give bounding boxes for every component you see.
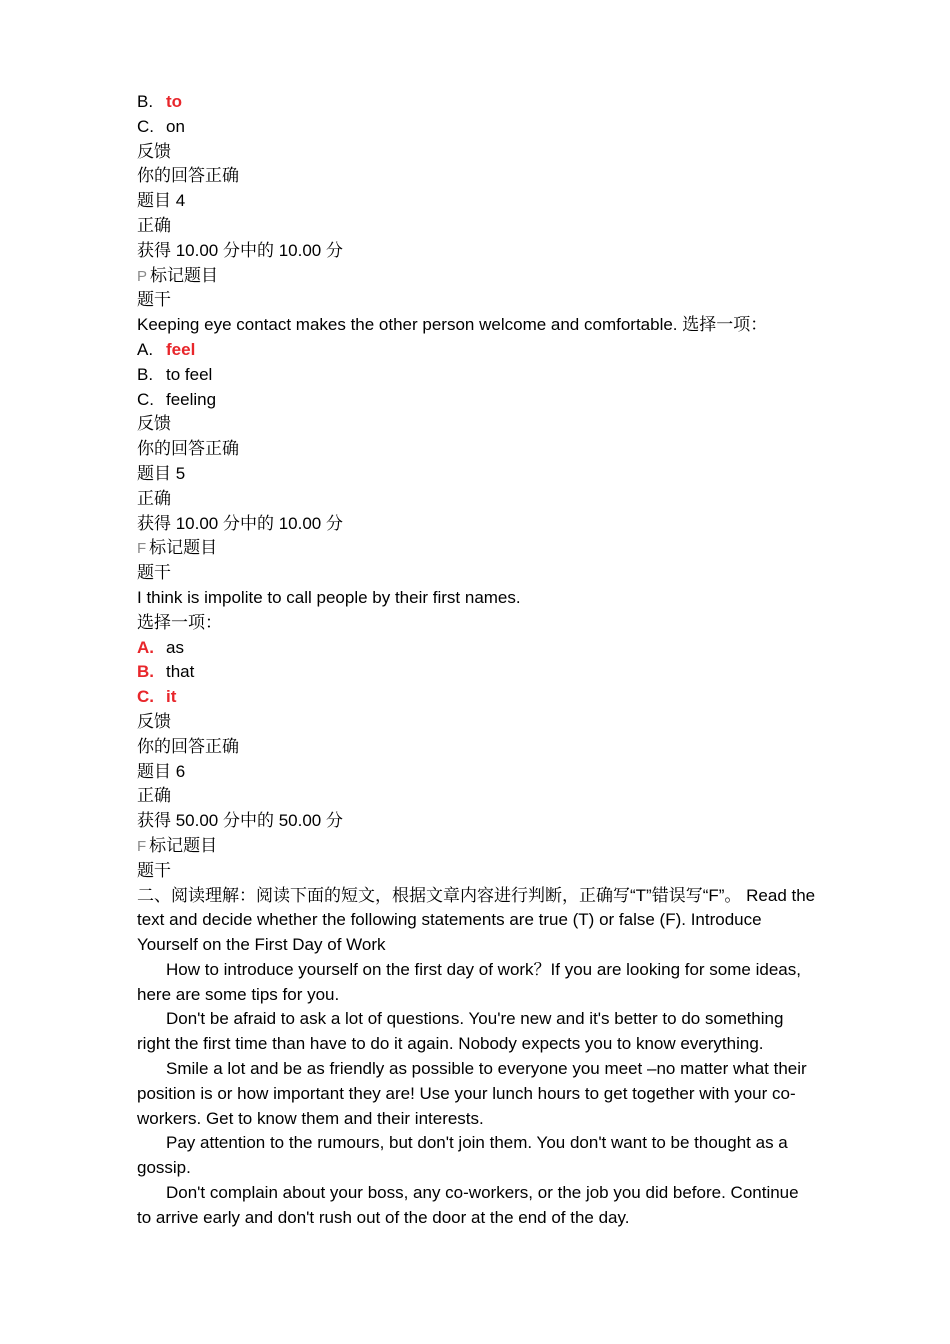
option-letter: C. <box>137 116 154 136</box>
option-letter: B. <box>137 92 154 111</box>
q4-option-b[interactable] <box>137 363 817 388</box>
option-letter: B. <box>137 662 154 682</box>
flag-label: 标记题目 <box>149 835 218 855</box>
q5-option-c[interactable] <box>137 685 817 710</box>
option-text: as <box>166 637 184 657</box>
q4-title: 题目 4 <box>137 191 186 211</box>
q5-stem-label: 题干 <box>137 563 171 583</box>
option-text: to <box>166 92 183 111</box>
passage-paragraph: Smile a lot and be as friendly as possible to everyone you meet –no matter what their position is or how important they are! Use your lunch hours to get together with your co-workers. Get to know them and their interests. <box>137 1059 807 1128</box>
q6-intro: 二、阅读理解：阅读下面的短文，根据文章内容进行判断，正确写“T”错误写“F”。 Read the text and decide whether the following statements are true (T) or false (F). Introduce Yourself on the First Day of Work <box>137 885 816 955</box>
option-text: it <box>166 687 177 707</box>
q4-stem-label: 题干 <box>137 290 171 310</box>
passage-paragraph: Pay attention to the rumours, but don't join them. You don't want to be thought as a gossip. <box>137 1133 788 1178</box>
q3-option-c[interactable] <box>137 115 817 140</box>
flag-icon: F <box>137 837 147 855</box>
q6-flag-question[interactable] <box>137 834 817 859</box>
flag-label: 标记题目 <box>150 265 219 285</box>
passage-paragraph: Don't complain about your boss, any co-workers, or the job you did before. Continue to arrive early and don't rush out of the door at the end of the day. <box>137 1183 799 1227</box>
quiz-review-page <box>137 90 817 1231</box>
q4-stem: Keeping eye contact makes the other person welcome and comfortable. 选择一项： <box>137 315 768 335</box>
q5-flag-question[interactable] <box>137 536 817 561</box>
q4-feedback-text: 你的回答正确 <box>137 439 239 459</box>
q4-status: 正确 <box>137 215 171 235</box>
q5-status: 正确 <box>137 488 171 508</box>
option-letter: A. <box>137 637 154 657</box>
q4-feedback-label: 反馈 <box>137 414 171 434</box>
option-letter: B. <box>137 364 154 384</box>
q3-feedback-text: 你的回答正确 <box>137 166 239 186</box>
option-letter: C. <box>137 687 154 707</box>
option-text: feel <box>166 339 196 359</box>
option-text: on <box>166 116 185 136</box>
q5-feedback-text: 你的回答正确 <box>137 736 239 756</box>
q5-option-a[interactable] <box>137 636 817 661</box>
q4-score: 获得 10.00 分中的 10.00 分 <box>137 240 343 260</box>
q6-status: 正确 <box>137 786 171 806</box>
q6-stem-label: 题干 <box>137 860 171 880</box>
option-text: to feel <box>166 364 213 384</box>
q5-stem: I think is impolite to call people by their first names. <box>137 587 521 607</box>
q5-title: 题目 5 <box>137 463 186 483</box>
option-letter: A. <box>137 339 154 359</box>
q6-score: 获得 50.00 分中的 50.00 分 <box>137 811 343 831</box>
flag-icon: P <box>137 267 148 285</box>
flag-icon: F <box>137 540 147 558</box>
option-letter: C. <box>137 389 154 409</box>
q3-option-b[interactable] <box>137 90 817 115</box>
q3-feedback-label: 反馈 <box>137 141 171 161</box>
passage-paragraph: How to introduce yourself on the first day of work？If you are looking for some ideas, here are some tips for you. <box>137 959 801 1004</box>
q5-score: 获得 10.00 分中的 10.00 分 <box>137 513 343 533</box>
q5-feedback-label: 反馈 <box>137 711 171 731</box>
passage-paragraph: Don't be afraid to ask a lot of questions. You're new and it's better to do something right the first time than have to do it again. Nobody expects you to know everything. <box>137 1009 784 1054</box>
q4-flag-question[interactable] <box>137 264 817 289</box>
q4-option-a[interactable] <box>137 338 817 363</box>
option-text: feeling <box>166 389 217 409</box>
q5-option-b[interactable] <box>137 660 817 685</box>
q4-option-c[interactable] <box>137 388 817 413</box>
q6-title: 题目 6 <box>137 761 186 781</box>
flag-label: 标记题目 <box>149 538 218 558</box>
option-text: that <box>166 662 195 682</box>
q5-prompt: 选择一项： <box>137 612 222 632</box>
